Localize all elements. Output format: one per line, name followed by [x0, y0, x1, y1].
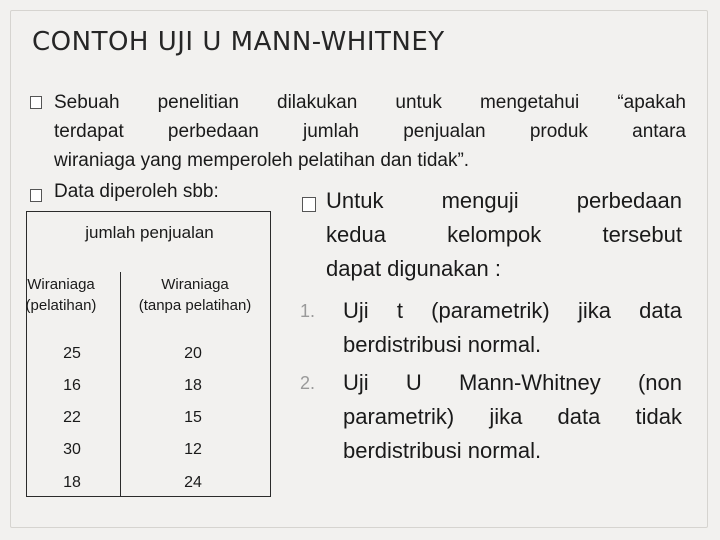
column-header-trained	[0, 274, 122, 316]
table-cell: 15	[184, 409, 202, 426]
table-cell: 16	[63, 377, 81, 394]
table-cell: 24	[184, 474, 202, 491]
table-cell: 20	[184, 345, 202, 362]
page-title: CONTOH UJI U MANN-WHITNEY	[32, 27, 445, 57]
data-intro-text: Data diperoleh sbb:	[54, 181, 219, 202]
table-cell: 22	[63, 409, 81, 426]
list-number: 1.	[300, 301, 316, 321]
paragraph-line: terdapat perbedaan jumlah penjualan produk antara	[54, 121, 686, 142]
column-header-untrained	[119, 274, 271, 316]
method-item-line: Uji U Mann-Whitney (non	[343, 370, 682, 395]
method-item-line: parametrik) jika data tidak	[343, 404, 682, 429]
table-title: jumlah penjualan	[85, 223, 214, 242]
bullet-icon	[30, 96, 42, 109]
table-cell: 18	[184, 377, 202, 394]
bullet-icon	[302, 197, 316, 212]
method-item-line: Uji t (parametrik) jika data	[343, 298, 682, 323]
table-cell: 18	[63, 474, 81, 491]
paragraph-line: wiraniaga yang memperoleh pelatihan dan tidak”.	[54, 150, 470, 171]
method-item-line: berdistribusi normal.	[343, 438, 542, 463]
list-number: 2.	[300, 373, 316, 393]
bullet-icon	[30, 189, 42, 202]
column-header-line: Wiraniaga	[161, 276, 229, 293]
method-intro-line: Untuk menguji perbedaan	[326, 188, 682, 213]
sales-table	[26, 211, 271, 497]
paragraph-line: Sebuah penelitian dilakukan untuk mengetahui “apakah	[54, 92, 686, 113]
table-cell: 12	[184, 441, 202, 458]
method-intro-line: dapat digunakan :	[326, 256, 501, 281]
method-item-line: berdistribusi normal.	[343, 332, 542, 357]
paragraph-intro	[54, 88, 686, 175]
method-intro-line: kedua kelompok tersebut	[326, 222, 682, 247]
column-header-line: (tanpa pelatihan)	[138, 297, 252, 314]
column-divider	[120, 272, 121, 497]
table-cell: 30	[63, 441, 81, 458]
column-header-line: Wiraniaga	[27, 276, 95, 293]
table-cell: 25	[63, 345, 81, 362]
column-header-line: (pelatihan)	[25, 297, 97, 314]
